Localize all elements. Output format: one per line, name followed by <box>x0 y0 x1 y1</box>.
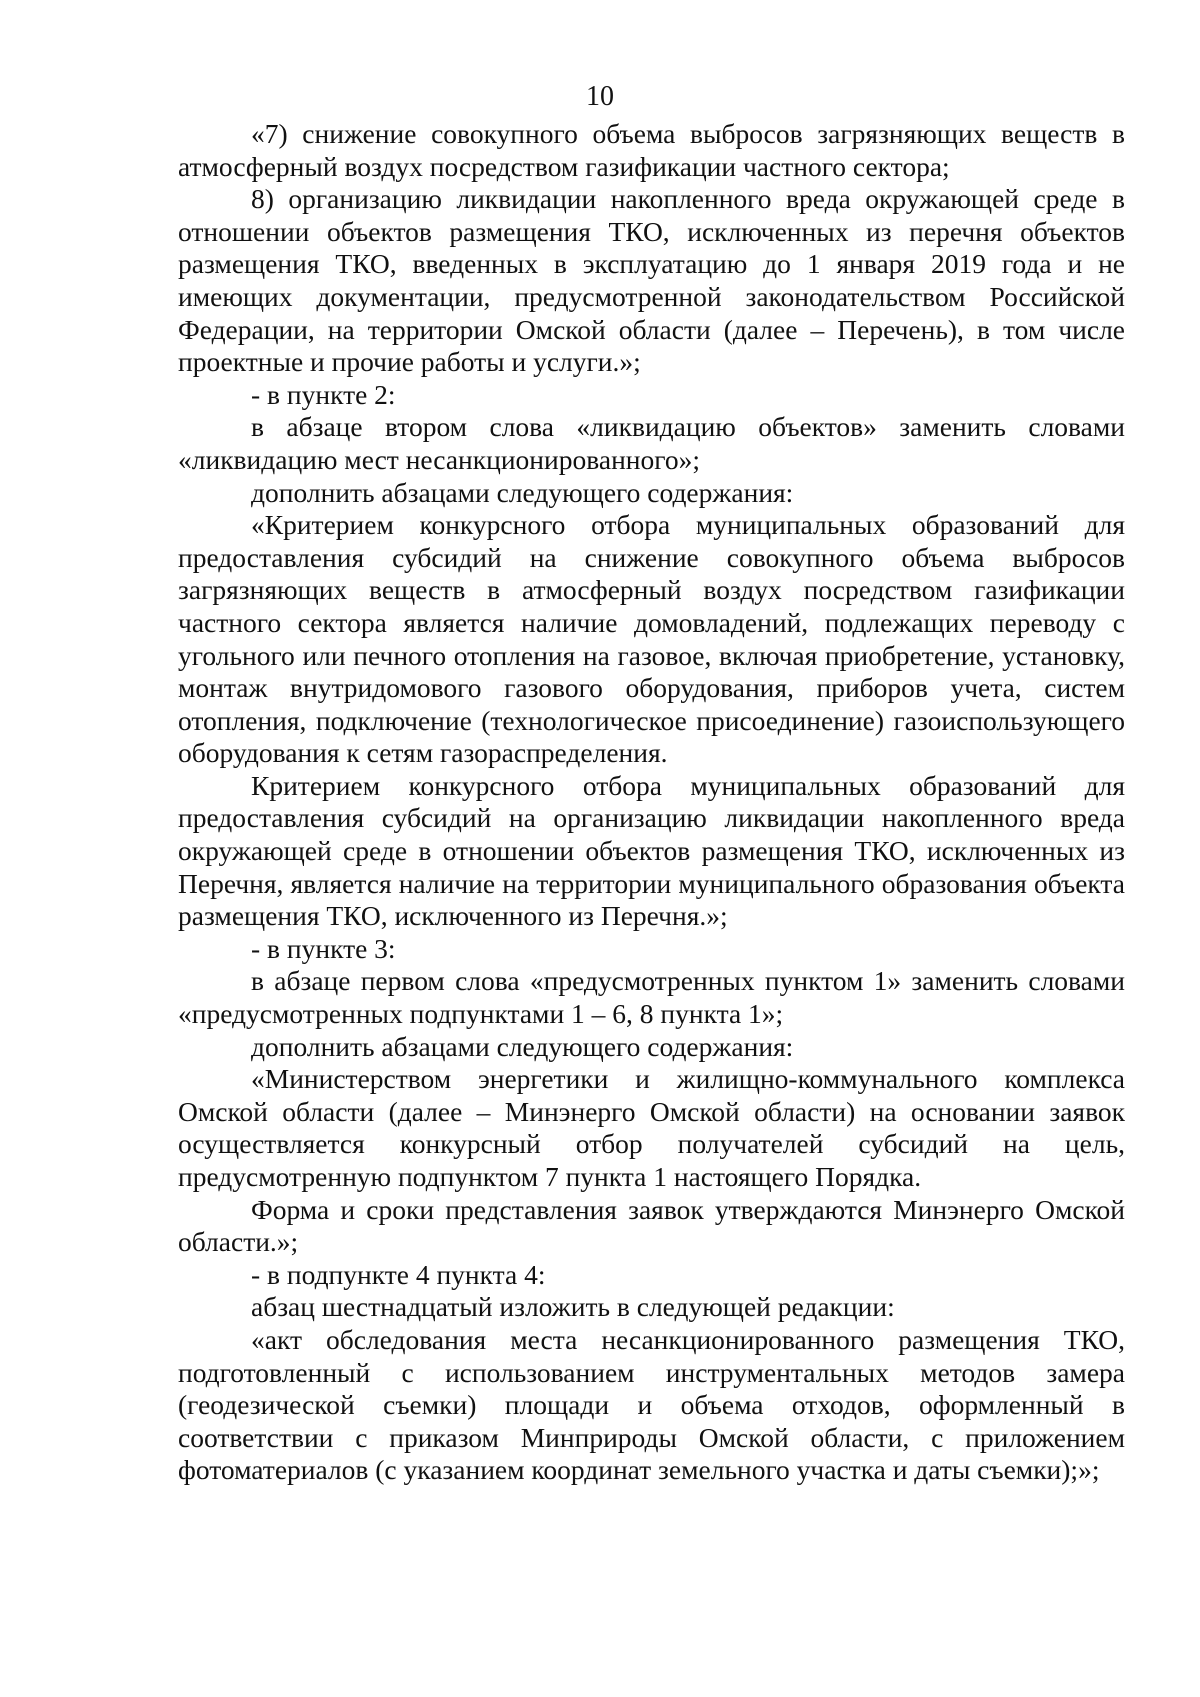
paragraph-clause-2-supplement: дополнить абзацами следующего содержания: <box>251 476 794 508</box>
paragraph-clause-2-replace: в абзаце втором слова «ликвидацию объектов» заменить словами «ликвидацию мест несанкционированного»; <box>178 411 1125 475</box>
paragraph-item-8: 8) организацию ликвидации накопленного вреда окружающей среде в отношении объектов размещения ТКО, исключенных из перечня объектов размещения ТКО, введенных в эксплуатацию до 1 января 2019 года и не имеющих документации, предусмотренной законодательством Российской Федерации, на территории Омской области (далее – Перечень), в том числе проектные и прочие работы и услуги.»; <box>178 183 1125 378</box>
paragraph-application-form: Форма и сроки представления заявок утверждаются Минэнерго Омской области.»; <box>178 1193 1125 1258</box>
paragraph-inspection-act: «акт обследования места несанкционированного размещения ТКО, подготовленный с использованием инструментальных методов замера (геодезической съемки) площади и объема отходов, оформленный в соответствии с приказом Минприроды Омской области, с приложением фотоматериалов (с указанием координат земельного участка и даты съемки);»; <box>178 1323 1125 1486</box>
paragraph-clause-2-heading: - в пункте 2: <box>251 378 396 410</box>
page-number: 10 <box>586 81 614 112</box>
paragraph-clause-3-heading: - в пункте 3: <box>251 932 396 964</box>
paragraph-clause-4-heading: - в подпункте 4 пункта 4: <box>251 1258 546 1290</box>
paragraph-clause-3-supplement: дополнить абзацами следующего содержания: <box>251 1030 794 1062</box>
paragraph-clause-3-replace: в абзаце первом слова «предусмотренных пунктом 1» заменить словами «предусмотренных подпунктами 1 – 6, 8 пункта 1»; <box>178 965 1125 1030</box>
paragraph-sixteenth-abzac: абзац шестнадцатый изложить в следующей редакции: <box>251 1291 895 1323</box>
paragraph-ministry-selection: «Министерством энергетики и жилищно-коммунального комплекса Омской области (далее – Минэнерго Омской области) на основании заявок осуществляется конкурсный отбор получателей субсидий на цель, предусмотренную подпунктом 7 пункта 1 настоящего Порядка. <box>178 1063 1125 1192</box>
paragraph-criterion-gasification: «Критерием конкурсного отбора муниципальных образований для предоставления субсидий на снижение совокупного объема выбросов загрязняющих веществ в атмосферный воздух посредством газификации частного сектора является наличие домовладений, подлежащих переводу с угольного или печного отопления на газовое, включая приобретение, установку, монтаж внутридомового газового оборудования, приборов учета, систем отопления, подключение (технологическое присоединение) газоиспользующего оборудования к сетям газораспределения. <box>178 509 1125 769</box>
paragraph-criterion-liquidation: Критерием конкурсного отбора муниципальных образований для предоставления субсидий на организацию ликвидации накопленного вреда окружающей среде в отношении объектов размещения ТКО, исключенных из Перечня, является наличие на территории муниципального образования объекта размещения ТКО, исключенного из Перечня.»; <box>178 769 1125 932</box>
document-body <box>178 118 1125 1487</box>
paragraph-item-7: «7) снижение совокупного объема выбросов загрязняющих веществ в атмосферный воздух посредством газификации частного сектора; <box>178 118 1125 182</box>
